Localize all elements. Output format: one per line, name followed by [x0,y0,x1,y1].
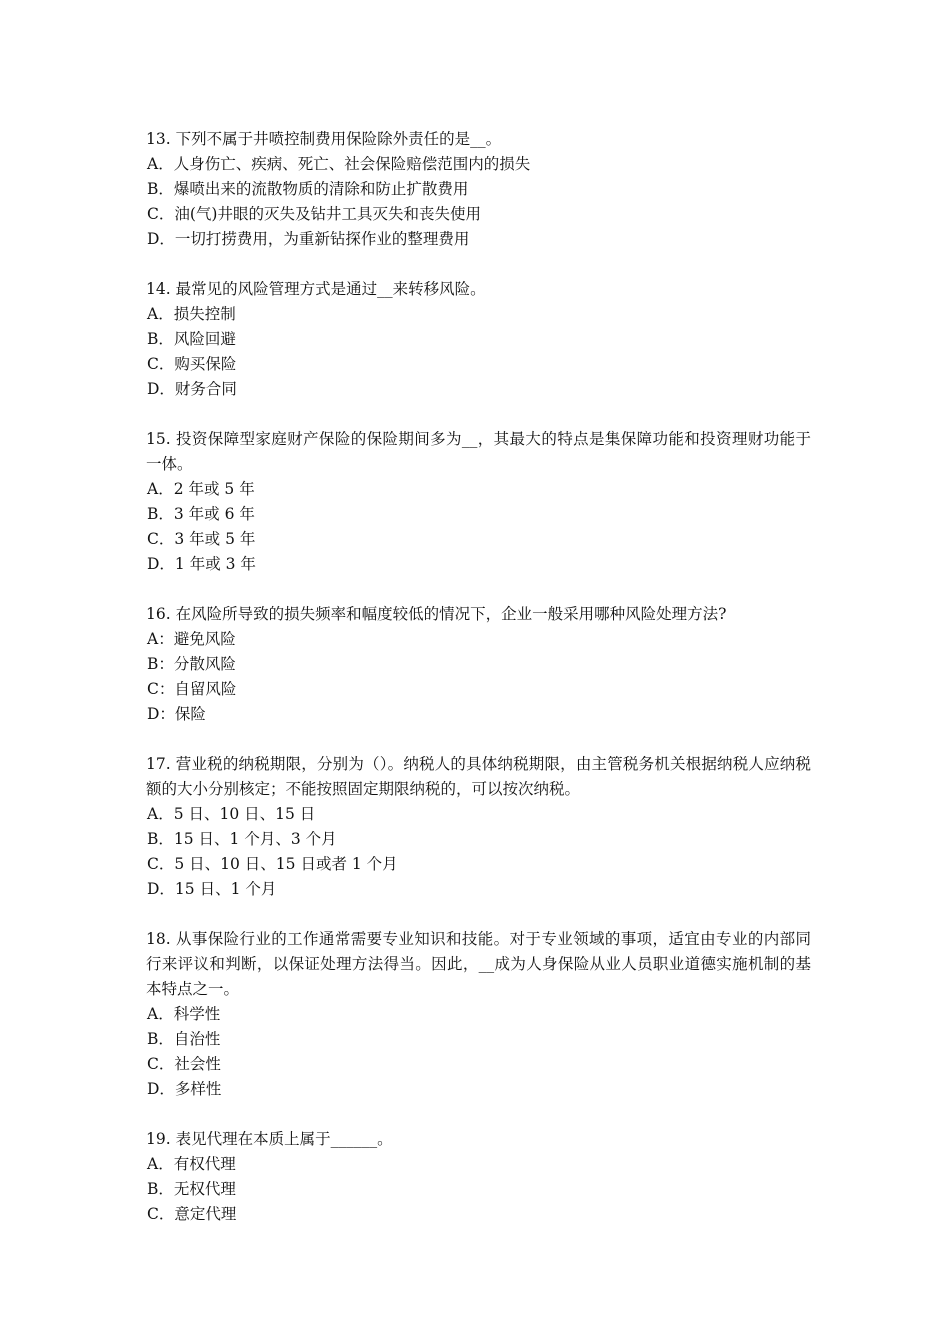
option-b: B．风险回避 [147,330,236,348]
option-d: D．15 日、1 个月 [147,880,277,898]
question-19 [146,1127,811,1227]
option-b: B．15 日、1 个月、3 个月 [147,830,337,848]
option-b: B．爆喷出来的流散物质的清除和防止扩散费用 [147,180,469,198]
option-d: D．1 年或 3 年 [147,555,256,573]
question-stem: 18. 从事保险行业的工作通常需要专业知识和技能。对于专业领域的事项，适宜由专业的内部同行来评议和判断，以保证处理方法得当。因此，__成为人身保险从业人员职业道德实施机制的基本特点之一。 [146,930,811,998]
document-page [146,127,811,1252]
option-a: A．2 年或 5 年 [147,480,255,498]
question-stem: 19. 表见代理在本质上属于______。 [146,1130,393,1148]
option-d: D：保险 [147,705,206,723]
question-stem: 15. 投资保障型家庭财产保险的保险期间多为__，其最大的特点是集保障功能和投资理财功能于一体。 [146,430,811,473]
option-d: D．一切打捞费用，为重新钻探作业的整理费用 [147,230,470,248]
option-a: A：避免风险 [147,630,236,648]
option-b: B．无权代理 [147,1180,236,1198]
option-d: D．财务合同 [147,380,237,398]
option-b: B：分散风险 [147,655,236,673]
question-stem: 14. 最常见的风险管理方式是通过__来转移风险。 [146,280,486,298]
option-c: C：自留风险 [147,680,237,698]
question-stem: 17. 营业税的纳税期限，分别为（）。纳税人的具体纳税期限，由主管税务机关根据纳税人应纳税额的大小分别核定；不能按照固定期限纳税的，可以按次纳税。 [146,755,811,798]
option-b: B．3 年或 6 年 [147,505,255,523]
option-c: C．社会性 [147,1055,221,1073]
option-a: A．有权代理 [147,1155,236,1173]
option-a: A．5 日、10 日、15 日 [147,805,316,823]
option-d: D．多样性 [147,1080,222,1098]
option-a: A．科学性 [147,1005,221,1023]
question-15 [146,427,811,577]
option-c: C．购买保险 [147,355,237,373]
option-c: C．3 年或 5 年 [147,530,256,548]
option-c: C．意定代理 [147,1205,237,1223]
question-13 [146,127,811,252]
question-14 [146,277,811,402]
question-17 [146,752,811,902]
option-a: A．损失控制 [147,305,236,323]
option-c: C．5 日、10 日、15 日或者 1 个月 [147,855,398,873]
question-stem: 16. 在风险所导致的损失频率和幅度较低的情况下，企业一般采用哪种风险处理方法? [146,605,727,623]
option-c: C．油(气)井眼的灭失及钻井工具灭失和丧失使用 [147,205,481,223]
question-16 [146,602,811,727]
question-stem: 13. 下列不属于井喷控制费用保险除外责任的是__。 [146,130,502,148]
option-b: B．自治性 [147,1030,221,1048]
option-a: A．人身伤亡、疾病、死亡、社会保险赔偿范围内的损失 [147,155,531,173]
question-18 [146,927,811,1102]
